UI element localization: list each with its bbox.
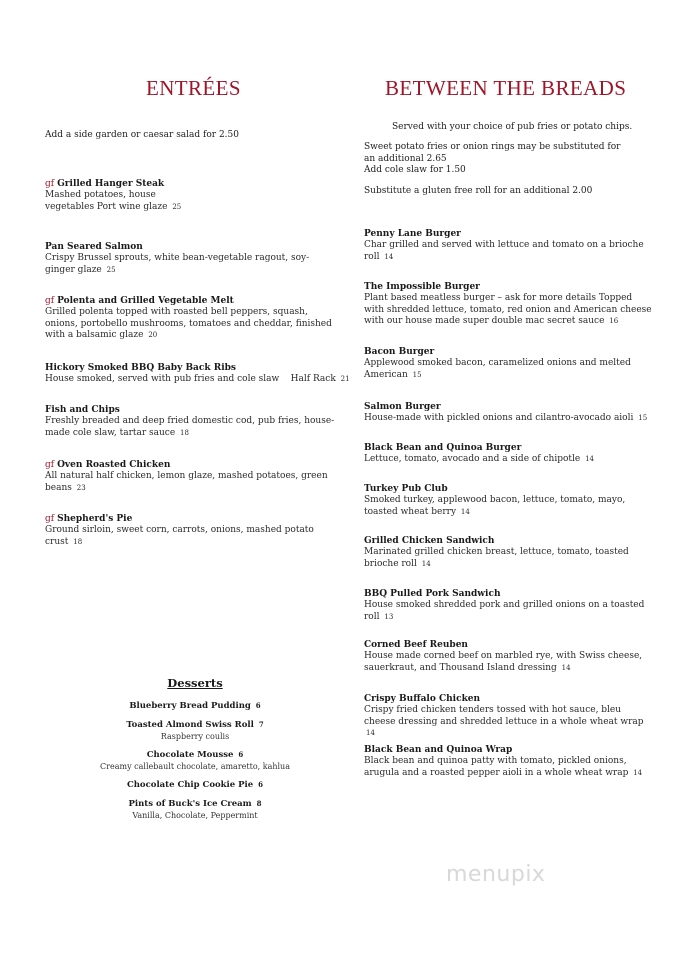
item-name: Chocolate Mousse <box>146 750 234 760</box>
item-price: 18 <box>73 537 83 546</box>
menu-item <box>364 588 654 623</box>
item-name: Shepherd's Pie <box>57 514 133 524</box>
breads-note-cole-slaw: Add cole slaw for 1.50 <box>364 165 466 175</box>
menu-item <box>364 483 654 518</box>
entrees-section <box>45 130 350 550</box>
item-name: Black Bean and Quinoa Burger <box>364 443 522 453</box>
item-description: Marinated grilled chicken breast, lettuce, tomato, toasted brioche roll <box>364 547 629 569</box>
item-name: Grilled Hanger Steak <box>57 179 165 189</box>
item-price: 13 <box>384 612 394 621</box>
item-description: Plant based meatless burger – ask for more details Topped with shredded lettuce, tomato, red onion and American cheese with our house made super double mac secret sauce <box>364 293 652 326</box>
menu-item <box>364 693 654 740</box>
gluten-free-tag: gf <box>45 179 55 189</box>
item-name: Penny Lane Burger <box>364 229 461 239</box>
breads-intro: Served with your choice of pub fries or potato chips. <box>392 122 633 132</box>
gluten-free-tag: gf <box>45 514 55 524</box>
item-price: 15 <box>638 414 648 422</box>
dessert-item <box>100 700 290 712</box>
item-name: Corned Beef Reuben <box>364 640 468 650</box>
menu-item <box>45 513 337 548</box>
dessert-item <box>100 798 290 821</box>
item-name: Bacon Burger <box>364 347 435 357</box>
item-description: Freshly breaded and deep fried domestic cod, pub fries, house-made cole slaw, tartar sauce <box>45 416 335 438</box>
item-price: 21 <box>340 375 350 383</box>
item-name: The Impossible Burger <box>364 282 480 292</box>
item-price: 25 <box>172 202 182 211</box>
item-name: Chocolate Chip Cookie Pie <box>126 780 254 790</box>
menu-item <box>364 744 654 779</box>
menu-item <box>45 404 337 439</box>
item-name: Pan Seared Salmon <box>45 242 143 252</box>
item-description: Crispy fried chicken tenders tossed with hot sauce, bleu cheese dressing and shredded lettuce in a whole wheat wrap <box>364 705 644 727</box>
item-description: Char grilled and served with lettuce and tomato on a brioche roll <box>364 240 644 262</box>
item-description: Applewood smoked bacon, caramelized onions and melted American <box>364 358 631 380</box>
item-price: 15 <box>412 370 422 379</box>
item-price: 18 <box>180 428 189 437</box>
breads-title: BETWEEN THE BREADS <box>385 76 627 100</box>
item-name: Crispy Buffalo Chicken <box>364 694 481 704</box>
menu-item <box>45 241 337 276</box>
item-description: Lettuce, tomato, avocado and a side of chipotle <box>364 454 581 464</box>
menu-item <box>364 228 654 263</box>
breads-section <box>364 122 654 802</box>
menu-item <box>364 535 654 570</box>
item-description: Grilled polenta topped with roasted bell peppers, squash, onions, portobello mushrooms, tomatoes and cheddar, finished with a balsamic glaze <box>45 307 332 340</box>
item-price: 7 <box>258 720 264 729</box>
item-price: 14 <box>460 507 470 516</box>
item-description: House-made with pickled onions and cilantro-avocado aioli <box>364 413 634 423</box>
item-name: Hickory Smoked BBQ Baby Back Ribs <box>45 363 236 373</box>
menu-item <box>45 295 337 342</box>
entrees-title: ENTRÉES <box>146 76 241 100</box>
item-name: Grilled Chicken Sandwich <box>364 536 495 546</box>
menu-item <box>364 442 654 466</box>
item-price: 14 <box>561 663 571 672</box>
item-description: Vanilla, Chocolate, Peppermint <box>132 811 258 820</box>
item-name: Turkey Pub Club <box>364 484 448 494</box>
desserts-title: Desserts <box>167 676 223 690</box>
item-price: 23 <box>76 483 86 492</box>
item-price: 25 <box>106 265 116 274</box>
item-price: 16 <box>609 317 619 325</box>
item-price: 6 <box>258 780 264 789</box>
item-description: All natural half chicken, lemon glaze, mashed potatoes, green beans <box>45 471 328 493</box>
item-name: Blueberry Bread Pudding <box>129 701 251 711</box>
menu-item <box>364 346 654 381</box>
item-price: 14 <box>384 252 394 261</box>
item-description: House smoked, served with pub fries and cole slaw Half Rack <box>45 374 336 384</box>
dessert-item <box>100 719 290 742</box>
item-description: Smoked turkey, applewood bacon, lettuce, tomato, mayo, toasted wheat berry <box>364 495 626 517</box>
item-name: BBQ Pulled Pork Sandwich <box>364 589 501 599</box>
item-name: Oven Roasted Chicken <box>57 460 171 470</box>
item-name: Pints of Buck's Ice Cream <box>128 799 252 809</box>
gluten-free-tag: gf <box>45 296 55 306</box>
menu-item <box>45 362 350 386</box>
dessert-item <box>100 749 290 772</box>
item-name: Salmon Burger <box>364 402 441 412</box>
item-price: 20 <box>148 331 158 339</box>
item-price: 14 <box>366 729 375 737</box>
item-description: Mashed potatoes, house vegetables Port wine glaze <box>45 190 168 212</box>
item-name: Toasted Almond Swiss Roll <box>126 720 254 730</box>
menu-item <box>364 281 654 328</box>
item-price: 14 <box>585 455 595 463</box>
menu-item <box>364 639 654 674</box>
menupix-watermark: menupix <box>446 862 546 887</box>
item-description: Ground sirloin, sweet corn, carrots, onions, mashed potato crust <box>45 525 314 547</box>
item-description: Black bean and quinoa patty with tomato, pickled onions, arugula and a roasted pepper aioli in a whole wheat wrap <box>364 756 629 778</box>
item-description: House smoked shredded pork and grilled onions on a toasted roll <box>364 600 645 622</box>
menu-item <box>364 401 654 425</box>
item-name: Black Bean and Quinoa Wrap <box>364 745 513 755</box>
item-description: Crispy Brussel sprouts, white bean-vegetable ragout, soy-ginger glaze <box>45 253 310 275</box>
entrees-side-salad-note: Add a side garden or caesar salad for 2.50 <box>45 130 239 140</box>
item-name: Fish and Chips <box>45 405 120 415</box>
item-price: 6 <box>255 701 261 710</box>
item-description: Creamy callebault chocolate, amaretto, kahlua <box>100 762 290 771</box>
menu-item <box>45 459 337 494</box>
breads-note-substitute-fries: Sweet potato fries or onion rings may be substituted for an additional 2.65 <box>364 142 621 164</box>
item-price: 8 <box>256 799 262 808</box>
desserts-section <box>100 676 290 828</box>
item-description: House made corned beef on marbled rye, with Swiss cheese, sauerkraut, and Thousand Island dressing <box>364 651 643 673</box>
item-price: 6 <box>238 750 244 759</box>
breads-note-gluten-free: Substitute a gluten free roll for an additional 2.00 <box>364 186 593 196</box>
item-price: 14 <box>633 768 643 777</box>
item-name: Polenta and Grilled Vegetable Melt <box>57 296 234 306</box>
item-description: Raspberry coulis <box>160 732 230 741</box>
dessert-item <box>100 779 290 791</box>
item-price: 14 <box>421 559 431 568</box>
gluten-free-tag: gf <box>45 460 55 470</box>
menu-item <box>45 178 337 213</box>
